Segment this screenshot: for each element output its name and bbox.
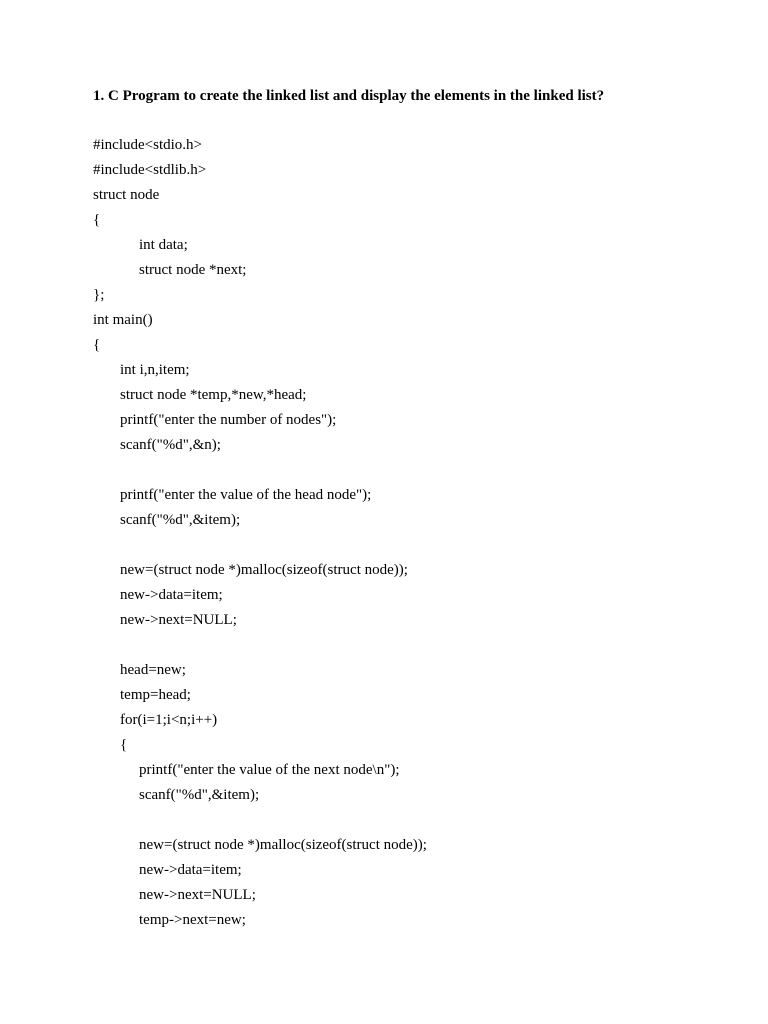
code-line: for(i=1;i<n;i++) [120, 712, 218, 728]
code-line: { [120, 737, 128, 753]
code-line: int main() [93, 312, 153, 328]
question-heading: 1. C Program to create the linked list and display the elements in the linked list? [93, 88, 605, 104]
code-line: { [93, 337, 101, 353]
blank-line [93, 458, 427, 483]
code-line: scanf("%d",&item); [120, 512, 241, 528]
code-line: temp->next=new; [139, 912, 246, 928]
blank-line [93, 633, 427, 658]
code-line: new=(struct node *)malloc(sizeof(struct node)); [139, 837, 427, 853]
code-line: struct node *temp,*new,*head; [120, 387, 307, 403]
code-line: printf("enter the number of nodes"); [120, 412, 337, 428]
code-line: struct node *next; [139, 262, 247, 278]
code-line: { [93, 212, 101, 228]
code-line: #include<stdio.h> [93, 137, 202, 153]
code-line: temp=head; [120, 687, 191, 703]
code-line: new->data=item; [120, 587, 223, 603]
code-line: #include<stdlib.h> [93, 162, 207, 178]
code-line: printf("enter the value of the next node\n"); [139, 762, 400, 778]
code-line: head=new; [120, 662, 186, 678]
code-line: new->data=item; [139, 862, 242, 878]
code-line: int i,n,item; [120, 362, 190, 378]
code-line: }; [93, 287, 105, 303]
code-line: new=(struct node *)malloc(sizeof(struct node)); [120, 562, 408, 578]
code-line: struct node [93, 187, 160, 203]
code-line: printf("enter the value of the head node"); [120, 487, 372, 503]
code-line: scanf("%d",&item); [139, 787, 260, 803]
code-listing [93, 133, 427, 933]
blank-line [93, 808, 427, 833]
code-line: new->next=NULL; [120, 612, 237, 628]
code-line: scanf("%d",&n); [120, 437, 221, 453]
code-line: int data; [139, 237, 188, 253]
blank-line [93, 533, 427, 558]
code-line: new->next=NULL; [139, 887, 256, 903]
